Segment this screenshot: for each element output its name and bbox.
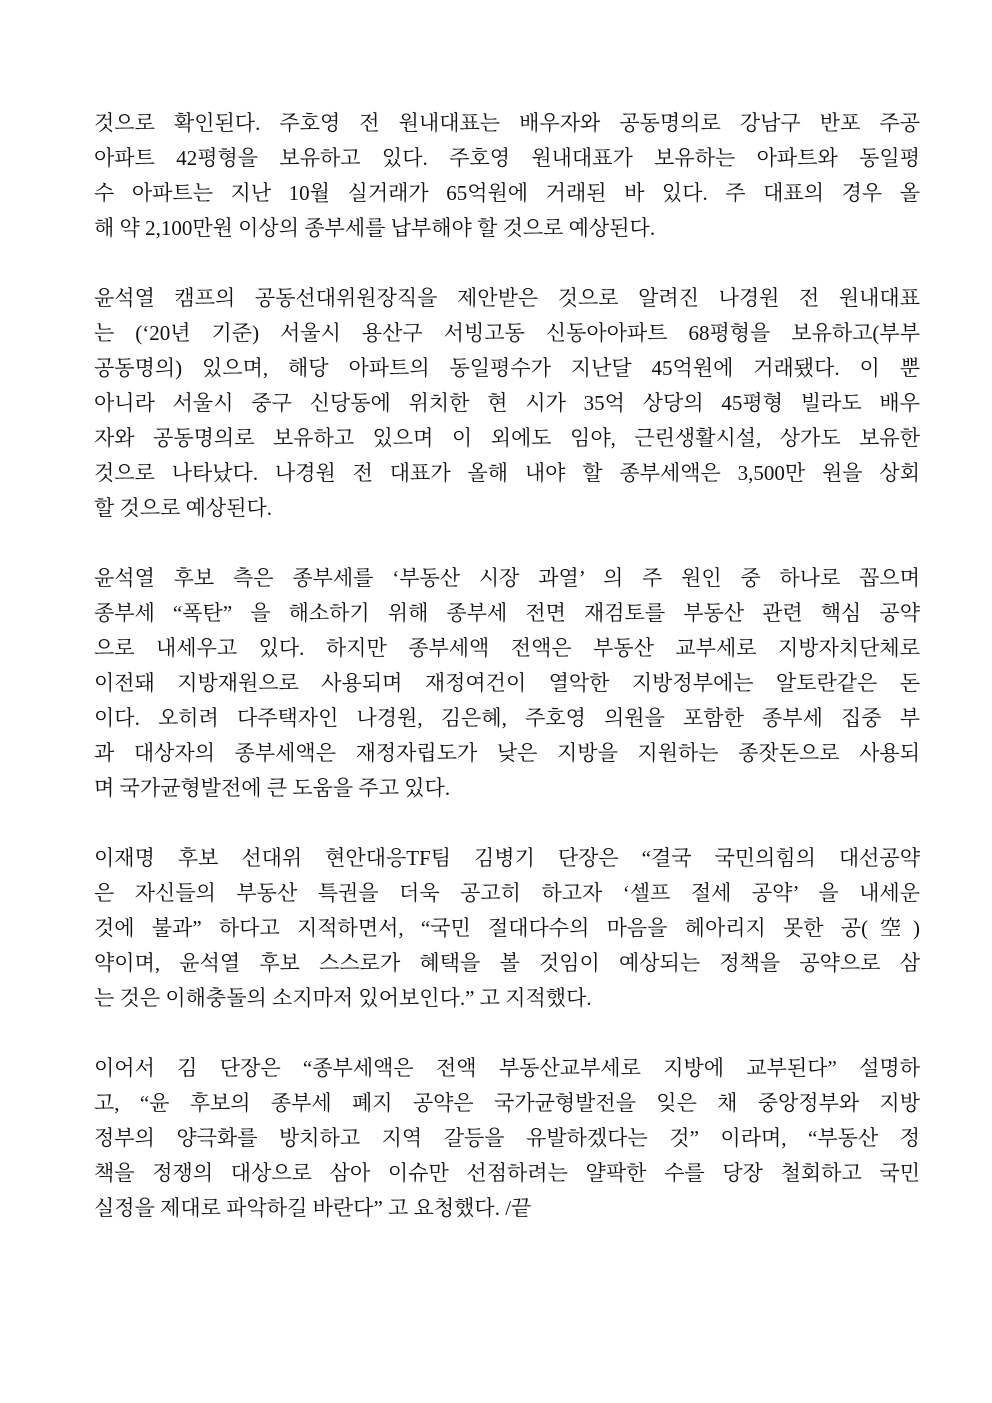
- text-line: 윤석열 후보 측은 종부세를 ‘부동산 시장 과열’ 의 주 원인 중 하나로 꼽으며: [94, 566, 920, 590]
- paragraph: [94, 561, 920, 806]
- text-line: 이재명 후보 선대위 현안대응TF팀 김병기 단장은 “결국 국민의힘의 대선공약: [94, 846, 920, 870]
- paragraph: [94, 106, 920, 246]
- paragraph: [94, 1051, 920, 1226]
- paragraph: [94, 841, 920, 1016]
- text-line: 자와 공동명의로 보유하고 있으며 이 외에도 임야, 근린생활시설, 상가도 보유한: [94, 426, 920, 450]
- text-line: 며 국가균형발전에 큰 도움을 주고 있다.: [94, 776, 451, 800]
- text-line: 것으로 확인된다. 주호영 전 원내대표는 배우자와 공동명의로 강남구 반포 주공: [94, 111, 920, 135]
- text-line: 은 자신들의 부동산 특권을 더욱 공고히 하고자 ‘셀프 절세 공약’ 을 내세운: [94, 881, 920, 905]
- text-line: 이어서 김 단장은 “종부세액은 전액 부동산교부세로 지방에 교부된다” 설명하: [94, 1056, 920, 1080]
- text-line: 이전돼 지방재원으로 사용되며 재정여건이 열악한 지방정부에는 알토란같은 돈: [94, 671, 920, 695]
- text-line: 는 것은 이해충돌의 소지마저 있어보인다.” 고 지적했다.: [94, 986, 592, 1010]
- text-line: 해 약 2,100만원 이상의 종부세를 납부해야 할 것으로 예상된다.: [94, 216, 656, 240]
- paragraph: [94, 281, 920, 526]
- text-line: 것으로 나타났다. 나경원 전 대표가 올해 내야 할 종부세액은 3,500만 원을 상회: [94, 461, 920, 485]
- text-line: 할 것으로 예상된다.: [94, 496, 273, 520]
- text-line: 는 (‘20년 기준) 서울시 용산구 서빙고동 신동아아파트 68평형을 보유하고(부부: [94, 321, 920, 345]
- text-line: 고, “윤 후보의 종부세 폐지 공약은 국가균형발전을 잊은 채 중앙정부와 지방: [94, 1091, 920, 1115]
- text-line: 정부의 양극화를 방치하고 지역 갈등을 유발하겠다는 것” 이라며, “부동산 정: [94, 1126, 920, 1150]
- text-line: 윤석열 캠프의 공동선대위원장직을 제안받은 것으로 알려진 나경원 전 원내대표: [94, 286, 920, 310]
- text-line: 으로 내세우고 있다. 하지만 종부세액 전액은 부동산 교부세로 지방자치단체로: [94, 636, 920, 660]
- text-line: 실정을 제대로 파악하길 바란다” 고 요청했다. /끝: [94, 1196, 532, 1220]
- text-line: 아파트 42평형을 보유하고 있다. 주호영 원내대표가 보유하는 아파트와 동일평: [94, 146, 920, 170]
- text-line: 아니라 서울시 중구 신당동에 위치한 현 시가 35억 상당의 45평형 빌라도 배우: [94, 391, 920, 415]
- text-line: 약이며, 윤석열 후보 스스로가 혜택을 볼 것임이 예상되는 정책을 공약으로 삼: [94, 951, 920, 975]
- text-line: 이다. 오히려 다주택자인 나경원, 김은혜, 주호영 의원을 포함한 종부세 집중 부: [94, 706, 920, 730]
- text-line: 책을 정쟁의 대상으로 삼아 이슈만 선점하려는 얄팍한 수를 당장 철회하고 국민: [94, 1161, 920, 1185]
- text-line: 수 아파트는 지난 10월 실거래가 65억원에 거래된 바 있다. 주 대표의 경우 올: [94, 181, 920, 205]
- text-line: 공동명의) 있으며, 해당 아파트의 동일평수가 지난달 45억원에 거래됐다. 이 뿐: [94, 356, 920, 380]
- text-line: 과 대상자의 종부세액은 재정자립도가 낮은 지방을 지원하는 종잣돈으로 사용되: [94, 741, 920, 765]
- text-line: 종부세 “폭탄” 을 해소하기 위해 종부세 전면 재검토를 부동산 관련 핵심 공약: [94, 601, 920, 625]
- text-line: 것에 불과” 하다고 지적하면서, “국민 절대다수의 마음을 헤아리지 못한 공(空): [94, 916, 920, 940]
